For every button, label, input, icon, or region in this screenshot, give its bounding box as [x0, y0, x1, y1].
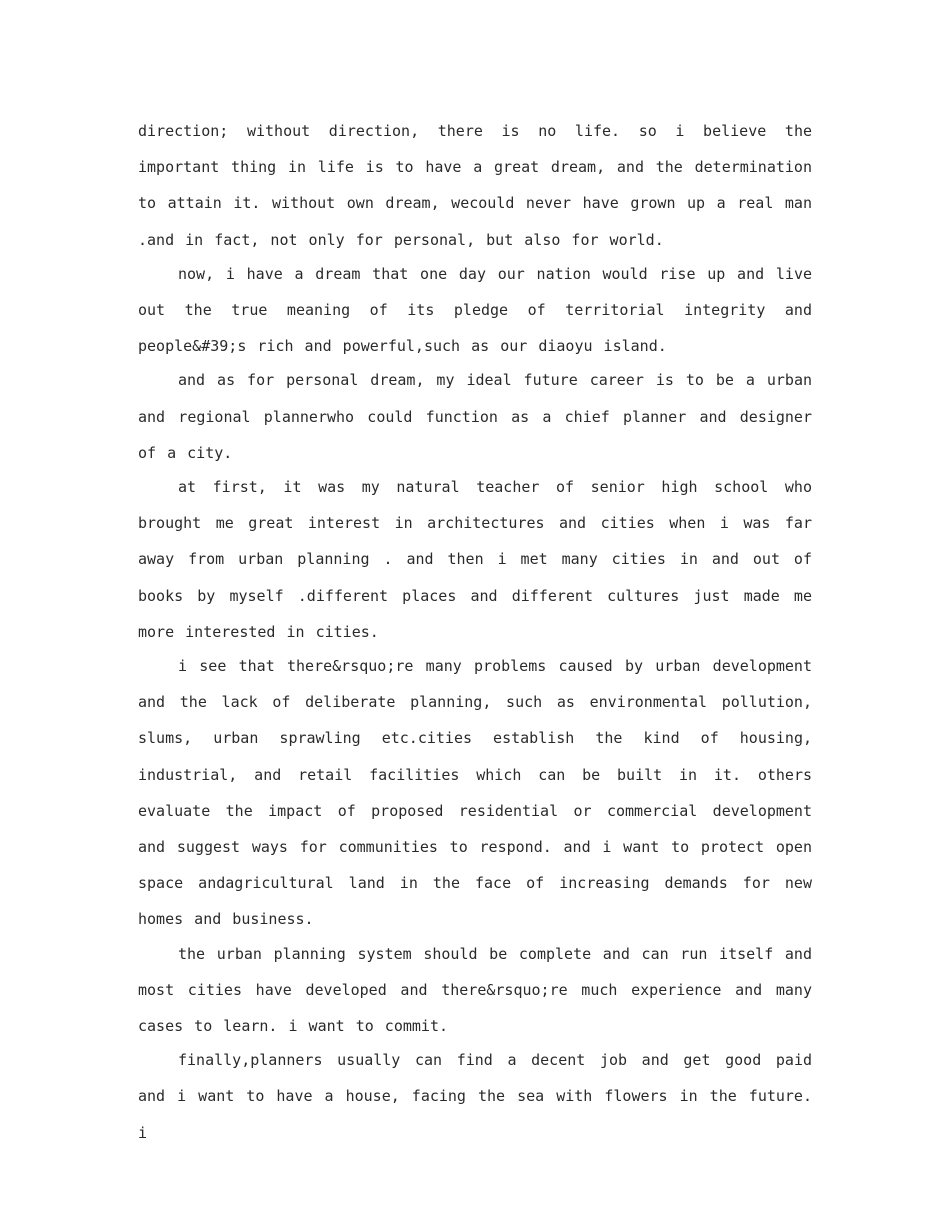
paragraph-4: at first, it was my natural teacher of senior high school who brought me great interest in architectures and cities when i was far away from urban planning . and then i met many cities in and out of books by myself .different places and different cultures just made me more interested in cities. — [138, 478, 812, 641]
document-body — [138, 113, 812, 1149]
paragraph-5: i see that there&rsquo;re many problems caused by urban development and the lack of deliberate planning, such as environmental pollution, slums, urban sprawling etc.cities establish the kind of housing, industrial, and retail facilities which can be built in it. others evaluate the impact of proposed residential or commercial development and suggest ways for communities to respond. and i want to protect open space andagricultural land in the face of increasing demands for new homes and business. — [138, 657, 812, 929]
paragraph-2: now, i have a dream that one day our nation would rise up and live out the true meaning of its pledge of territorial integrity and people&#39;s rich and powerful,such as our diaoyu island. — [138, 264, 812, 356]
paragraph-1: direction; without direction, there is no life. so i believe the important thing in life is to have a great dream, and the determination to attain it. without own dream, wecould never have grown up a real man .and in fact, not only for personal, but also for world. — [138, 122, 812, 249]
paragraph-3: and as for personal dream, my ideal future career is to be a urban and regional plannerwho could function as a chief planner and designer of a city. — [138, 371, 812, 462]
paragraph-6: the urban planning system should be complete and can run itself and most cities have developed and there&rsquo;re much experience and many cases to learn. i want to commit. — [138, 944, 812, 1036]
paragraph-7: finally,planners usually can find a decent job and get good paid and i want to have a house, facing the sea with flowers in the future. i — [138, 1051, 812, 1142]
